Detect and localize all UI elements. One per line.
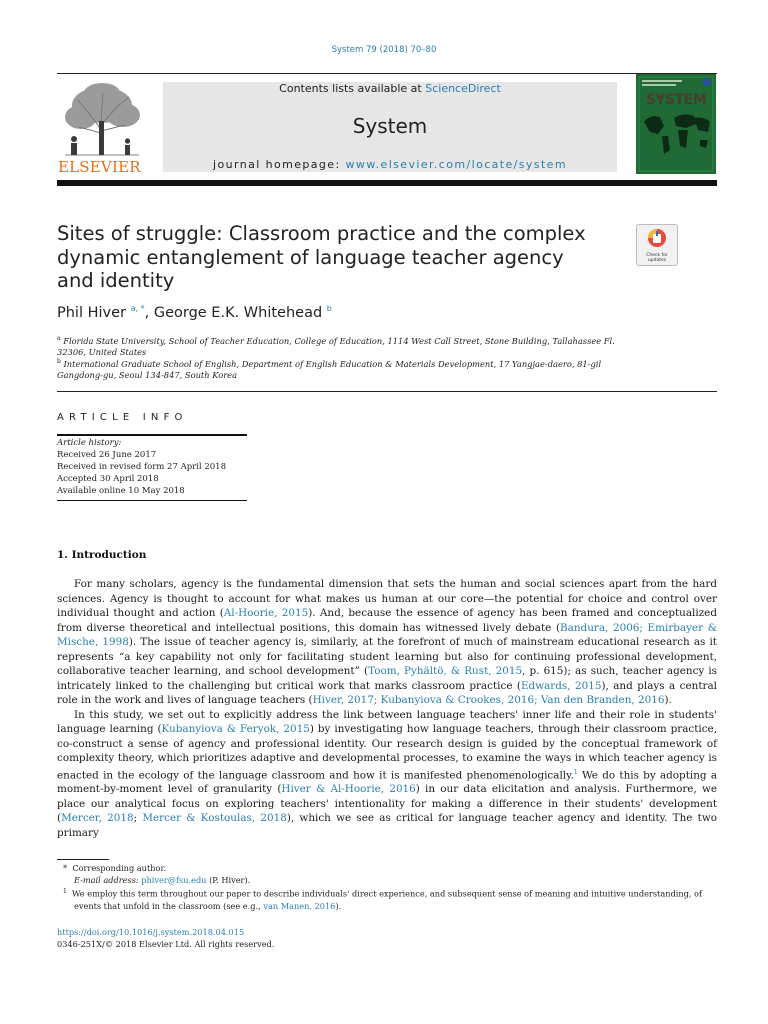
history-entry: Accepted 30 April 2018 bbox=[57, 474, 159, 484]
footnote-mark: * bbox=[63, 863, 68, 873]
text-run: ). And, because the essence of agency has been framed and conceptualized from diverse theoretical and intellectual positions, this domain has witnessed lively debate ( bbox=[57, 607, 717, 634]
journal-citation[interactable]: System 79 (2018) 70–80 bbox=[331, 45, 437, 55]
paragraph bbox=[57, 577, 717, 708]
elsevier-wordmark: ELSEVIER bbox=[58, 158, 141, 176]
check-for-updates-badge[interactable] bbox=[636, 224, 678, 266]
citation-link[interactable]: Hiver, 2017; Kubanyiova & Crookes, 2016; Van den Branden, 2016 bbox=[312, 694, 665, 706]
affiliation-rule bbox=[57, 391, 717, 392]
citation-link[interactable]: Kubanyiova & Feryok, 2015 bbox=[161, 723, 310, 735]
text-run: ), and plays a central role in the work and lives of language teachers ( bbox=[57, 679, 717, 706]
email-link[interactable]: phiver@fsu.edu bbox=[141, 875, 207, 885]
header-rule bbox=[57, 73, 717, 74]
citation-link[interactable]: Toom, Pyhältö, & Rust, 2015 bbox=[368, 665, 523, 677]
homepage-line bbox=[163, 158, 617, 171]
copyright-line: 0346-251X/© 2018 Elsevier Ltd. All rights reserved. bbox=[57, 939, 275, 949]
affiliation-mark: b bbox=[57, 358, 61, 365]
sciencedirect-link[interactable]: ScienceDirect bbox=[425, 82, 501, 95]
citation-link[interactable]: Al-Hoorie, 2015 bbox=[223, 607, 309, 619]
citation-link[interactable]: Mercer & Kostoulas, 2018 bbox=[142, 812, 287, 825]
journal-cover[interactable] bbox=[636, 74, 716, 174]
email-label: E-mail address: bbox=[74, 875, 139, 885]
cover-title: SYSTEM bbox=[645, 92, 707, 108]
footnote-text: ). bbox=[335, 900, 342, 911]
doi-block bbox=[57, 926, 274, 950]
text-run: ; bbox=[133, 812, 143, 825]
elsevier-tree-icon bbox=[57, 81, 147, 159]
article-history bbox=[57, 437, 226, 497]
citation-link[interactable]: Hiver & Al-Hoorie, 2016 bbox=[281, 783, 416, 796]
footnotes bbox=[57, 862, 717, 912]
footnote-text: Corresponding author. bbox=[72, 863, 167, 873]
footnote-mark: 1 bbox=[63, 888, 67, 895]
author-separator: , bbox=[144, 304, 154, 321]
text-run: ). The issue of teacher agency is, similarly, at the forefront of much of mainstream educational research as it represents “a key capability not only for facilitating student learning but also for continuing professional development, collaborative teacher learning, and school development” ( bbox=[57, 636, 717, 677]
author-list bbox=[57, 304, 332, 321]
article-info-rule bbox=[57, 434, 247, 436]
footnote-link[interactable]: 1 bbox=[573, 768, 578, 776]
contents-line bbox=[163, 82, 617, 95]
header-thick-rule bbox=[57, 180, 717, 186]
homepage-prefix: journal homepage: bbox=[213, 158, 346, 171]
history-entry: Received 26 June 2017 bbox=[57, 450, 157, 460]
article-info-bottom-rule bbox=[57, 500, 247, 501]
history-entry: Available online 10 May 2018 bbox=[57, 486, 185, 496]
homepage-link[interactable]: www.elsevier.com/locate/system bbox=[345, 158, 567, 171]
footnote-rule bbox=[57, 859, 109, 860]
affiliation-text: Florida State University, School of Teacher Education, College of Education, 1114 West Call Street, Stone Building, Tallahassee Fl. 32306, United States bbox=[57, 335, 615, 358]
author-name[interactable]: Phil Hiver bbox=[57, 304, 126, 321]
text-run: ) in our data elicitation and analysis. Furthermore, we place our analytical focus on exploring teachers' intentionality for making a difference in their students' development ( bbox=[57, 783, 718, 825]
text-run: ), which we see as critical for language teacher agency and identity. The two primary bbox=[57, 812, 717, 839]
author-name[interactable]: George E.K. Whitehead bbox=[153, 304, 323, 321]
citation-link[interactable]: Bandura, 2006; Emirbayer & Mische, 1998 bbox=[57, 621, 717, 648]
affiliation-text: International Graduate School of English, Department of English Education & Materials Development, 17 Yangjae-daero, 81-gil Gangdong-gu, Seoul 134-847, South Korea bbox=[57, 358, 602, 381]
text-run: ) by investigating how language teachers, through their classroom practice, co-construct a sense of agency and professional identity. Our research design is guided by the conceptual framework of complexity theory, which prioritizes adaptive and developmental processes, to examine the ways in which teacher agency is enacted in the ecology of the language classroom and how it is manifested phenomenologically. bbox=[57, 723, 717, 781]
citation-link[interactable]: Mercer, 2018 bbox=[61, 812, 134, 825]
author-marks[interactable]: b bbox=[326, 304, 332, 313]
text-run: In this study, we set out to explicitly address the link between language teachers' inner life and their role in students' language learning ( bbox=[57, 708, 717, 735]
citation-link[interactable]: van Manen, 2016 bbox=[263, 900, 336, 911]
footnote-corresponding bbox=[57, 862, 717, 874]
text-run: , p. 615); as such, teacher agency is intricately linked to the challenging but critical work that marks classroom practice ( bbox=[57, 665, 718, 692]
author-marks[interactable]: a, * bbox=[130, 304, 145, 313]
paragraph bbox=[57, 708, 717, 841]
check-updates-label: Check for updates bbox=[646, 253, 668, 263]
footnote-text: (P. Hiver). bbox=[206, 875, 251, 885]
text-run: For many scholars, agency is the fundamental dimension that sets the human and social sciences apart from the hard sciences. Agency is thought to account for what makes us human at our core—the potential for choice and control over individual thought and action ( bbox=[57, 578, 717, 619]
footnote-1 bbox=[57, 886, 717, 912]
cover-artwork bbox=[636, 74, 716, 174]
text-run: We do this by adopting a moment-by-moment level of granularity ( bbox=[57, 768, 718, 796]
journal-name: System bbox=[352, 114, 428, 138]
body-text bbox=[57, 577, 717, 840]
footnote-text: We employ this term throughout our paper to describe individuals' direct experience, and subsequent sense of meaning and intuitive understanding, of events that unfold in the classroom (see e.g., bbox=[72, 888, 703, 911]
doi-link[interactable]: https://doi.org/10.1016/j.system.2018.04.015 bbox=[57, 927, 245, 937]
check-updates-icon bbox=[637, 225, 677, 253]
footnote-email bbox=[57, 874, 717, 886]
affiliation-mark: a bbox=[57, 335, 61, 342]
history-entry: Received in revised form 27 April 2018 bbox=[57, 462, 226, 472]
article-title: Sites of struggle: Classroom practice and the complex dynamic entanglement of language teacher agency and identity bbox=[57, 222, 586, 292]
contents-prefix: Contents lists available at bbox=[279, 82, 426, 95]
journal-header-box bbox=[163, 82, 617, 172]
text-run: ). bbox=[664, 694, 672, 706]
affiliation bbox=[57, 356, 627, 382]
citation-link[interactable]: Edwards, 2015 bbox=[520, 679, 602, 692]
history-label: Article history: bbox=[57, 438, 122, 448]
affiliation bbox=[57, 333, 627, 359]
section-heading: 1. Introduction bbox=[57, 549, 147, 561]
article-info-heading: ARTICLE INFO bbox=[57, 412, 188, 423]
